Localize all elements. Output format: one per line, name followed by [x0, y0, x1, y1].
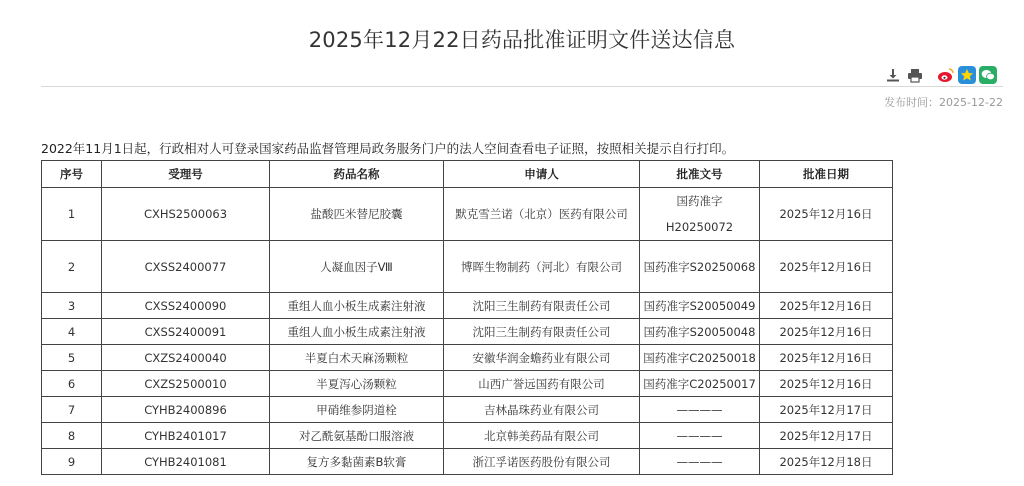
table-row	[42, 241, 893, 293]
cell-approval-no: 国药准字C20250017	[640, 371, 760, 397]
cell-no: 8	[42, 423, 102, 449]
cell-drug-name: 重组人血小板生成素注射液	[270, 319, 444, 345]
cell-approval-date: 2025年12月16日	[760, 293, 893, 319]
toolbar-tools	[884, 64, 924, 86]
header-approval-no: 批准文号	[640, 161, 760, 188]
cell-drug-name: 盐酸匹米替尼胶囊	[270, 188, 444, 241]
cell-applicant: 安徽华润金蟾药业有限公司	[444, 345, 640, 371]
cell-no: 7	[42, 397, 102, 423]
print-icon[interactable]	[906, 66, 924, 84]
cell-accept-no: CYHB2401081	[102, 449, 270, 475]
header-approval-date: 批准日期	[760, 161, 893, 188]
table-row	[42, 397, 893, 423]
table-row	[42, 449, 893, 475]
share-bar	[937, 64, 997, 86]
table-header-row	[42, 161, 893, 188]
cell-accept-no: CXSS2400091	[102, 319, 270, 345]
header-no: 序号	[42, 161, 102, 188]
cell-no: 3	[42, 293, 102, 319]
weibo-icon[interactable]	[937, 66, 955, 84]
cell-applicant: 默克雪兰诺（北京）医药有限公司	[444, 188, 640, 241]
cell-accept-no: CXSS2400077	[102, 241, 270, 293]
wechat-icon[interactable]	[979, 66, 997, 84]
cell-applicant: 山西广誉远国药有限公司	[444, 371, 640, 397]
table-row	[42, 319, 893, 345]
cell-approval-no: 国药准字S20050048	[640, 319, 760, 345]
cell-approval-date: 2025年12月17日	[760, 397, 893, 423]
cell-approval-date: 2025年12月16日	[760, 188, 893, 241]
cell-drug-name: 对乙酰氨基酚口服溶液	[270, 423, 444, 449]
header-drug-name: 药品名称	[270, 161, 444, 188]
cell-no: 2	[42, 241, 102, 293]
divider	[41, 86, 1003, 87]
page-title: 2025年12月22日药品批准证明文件送达信息	[308, 28, 736, 52]
table-row	[42, 371, 893, 397]
cell-accept-no: CXZS2500010	[102, 371, 270, 397]
approval-table	[41, 160, 893, 475]
cell-approval-date: 2025年12月18日	[760, 449, 893, 475]
cell-approval-date: 2025年12月16日	[760, 319, 893, 345]
header-applicant: 申请人	[444, 161, 640, 188]
cell-approval-date: 2025年12月16日	[760, 241, 893, 293]
cell-applicant: 沈阳三生制药有限责任公司	[444, 319, 640, 345]
cell-applicant: 吉林晶珠药业有限公司	[444, 397, 640, 423]
qzone-icon[interactable]	[958, 66, 976, 84]
cell-no: 4	[42, 319, 102, 345]
cell-approval-date: 2025年12月16日	[760, 345, 893, 371]
cell-no: 5	[42, 345, 102, 371]
download-icon[interactable]	[884, 66, 902, 84]
cell-drug-name: 重组人血小板生成素注射液	[270, 293, 444, 319]
cell-approval-date: 2025年12月16日	[760, 371, 893, 397]
cell-drug-name: 半夏泻心汤颗粒	[270, 371, 444, 397]
cell-drug-name: 甲硝维参阴道栓	[270, 397, 444, 423]
cell-accept-no: CYHB2400896	[102, 397, 270, 423]
cell-drug-name: 复方多黏菌素B软膏	[270, 449, 444, 475]
cell-no: 9	[42, 449, 102, 475]
cell-drug-name: 人凝血因子Ⅷ	[270, 241, 444, 293]
cell-accept-no: CXSS2400090	[102, 293, 270, 319]
cell-approval-no: 国药准字S20050049	[640, 293, 760, 319]
cell-approval-no: ————	[640, 449, 760, 475]
cell-applicant: 沈阳三生制药有限责任公司	[444, 293, 640, 319]
cell-applicant: 北京韩美药品有限公司	[444, 423, 640, 449]
cell-accept-no: CXZS2400040	[102, 345, 270, 371]
cell-accept-no: CXHS2500063	[102, 188, 270, 241]
header-accept-no: 受理号	[102, 161, 270, 188]
table-row	[42, 293, 893, 319]
table-row	[42, 188, 893, 241]
cell-approval-date: 2025年12月17日	[760, 423, 893, 449]
notice-text: 2022年11月1日起，行政相对人可登录国家药品监督管理局政务服务门户的法人空间查看电子证照，按照相关提示自行打印。	[41, 141, 735, 156]
publish-date: 发布时间：2025-12-22	[884, 96, 1003, 109]
table-row	[42, 345, 893, 371]
cell-applicant: 博晖生物制药（河北）有限公司	[444, 241, 640, 293]
cell-accept-no: CYHB2401017	[102, 423, 270, 449]
cell-approval-no: 国药准字S20250068	[640, 241, 760, 293]
cell-applicant: 浙江孚诺医药股份有限公司	[444, 449, 640, 475]
cell-approval-no: ————	[640, 397, 760, 423]
cell-approval-no: ————	[640, 423, 760, 449]
cell-no: 1	[42, 188, 102, 241]
cell-approval-no: 国药准字H20250072	[640, 188, 760, 241]
cell-drug-name: 半夏白术天麻汤颗粒	[270, 345, 444, 371]
cell-approval-no: 国药准字C20250018	[640, 345, 760, 371]
table-row	[42, 423, 893, 449]
cell-no: 6	[42, 371, 102, 397]
